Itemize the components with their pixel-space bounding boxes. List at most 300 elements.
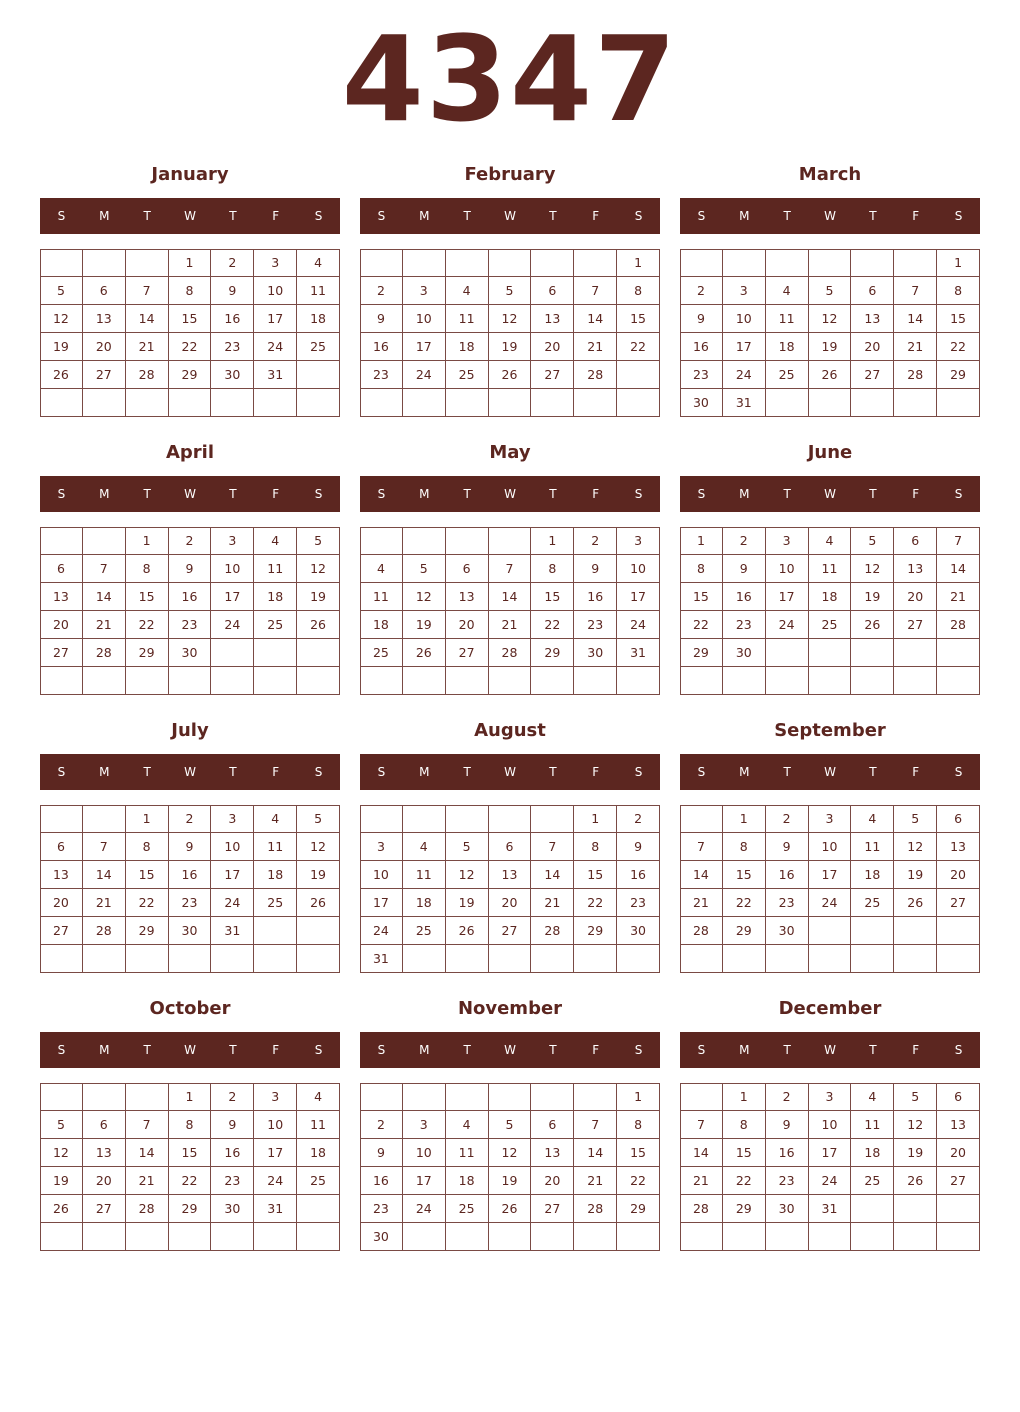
day-cell: 16 (169, 861, 212, 889)
weekday-label: S (634, 765, 643, 779)
empty-cell (403, 249, 446, 277)
day-cell: 11 (360, 583, 403, 611)
weekday-label: T (549, 209, 557, 223)
day-cell: 21 (680, 1167, 723, 1195)
day-cell: 15 (723, 1139, 766, 1167)
empty-cell (937, 667, 980, 695)
day-cell: 18 (297, 305, 340, 333)
day-cell: 7 (680, 833, 723, 861)
day-cell: 20 (489, 889, 532, 917)
day-cell: 3 (403, 277, 446, 305)
day-cell: 22 (531, 611, 574, 639)
empty-cell (360, 667, 403, 695)
day-cell: 27 (40, 917, 83, 945)
day-cell: 15 (169, 305, 212, 333)
empty-cell (403, 805, 446, 833)
empty-cell (489, 527, 532, 555)
day-cell: 29 (126, 639, 169, 667)
weekday-label: F (912, 765, 920, 779)
day-cell: 27 (894, 611, 937, 639)
day-cell: 12 (297, 833, 340, 861)
day-cell: 15 (617, 305, 660, 333)
day-cell: 13 (40, 861, 83, 889)
empty-cell (574, 249, 617, 277)
weekday-label: F (592, 209, 600, 223)
weekday-label: S (314, 487, 323, 501)
day-cell: 27 (489, 917, 532, 945)
day-cell: 27 (937, 889, 980, 917)
day-cell: 3 (211, 805, 254, 833)
empty-cell (403, 527, 446, 555)
day-cell: 30 (169, 917, 212, 945)
weekday-header (40, 1032, 340, 1068)
day-cell: 7 (937, 527, 980, 555)
day-grid (680, 527, 981, 696)
day-cell: 18 (446, 333, 489, 361)
day-cell: 25 (254, 611, 297, 639)
day-cell: 6 (40, 833, 83, 861)
empty-cell (766, 1223, 809, 1251)
day-grid (680, 805, 981, 974)
day-cell: 27 (83, 361, 126, 389)
empty-cell (403, 667, 446, 695)
weekday-label: T (143, 1043, 151, 1057)
day-grid (360, 805, 661, 974)
day-cell: 26 (809, 361, 852, 389)
weekday-header (680, 754, 980, 790)
day-cell: 24 (360, 917, 403, 945)
day-cell: 10 (211, 555, 254, 583)
day-cell: 25 (809, 611, 852, 639)
empty-cell (297, 1195, 340, 1223)
day-cell: 1 (617, 249, 660, 277)
weekday-label: S (377, 1043, 386, 1057)
empty-cell (723, 945, 766, 973)
day-cell: 18 (254, 861, 297, 889)
empty-cell (211, 639, 254, 667)
day-cell: 2 (169, 805, 212, 833)
day-cell: 15 (680, 583, 723, 611)
empty-cell (617, 667, 660, 695)
day-cell: 14 (83, 583, 126, 611)
empty-cell (254, 667, 297, 695)
weekday-label: M (99, 487, 110, 501)
day-cell: 22 (937, 333, 980, 361)
empty-cell (894, 249, 937, 277)
day-cell: 12 (851, 555, 894, 583)
day-cell: 17 (211, 583, 254, 611)
weekday-label: F (592, 1043, 600, 1057)
day-cell: 11 (809, 555, 852, 583)
weekday-label: W (824, 487, 836, 501)
day-cell: 15 (126, 583, 169, 611)
day-cell: 14 (126, 1139, 169, 1167)
empty-cell (297, 361, 340, 389)
day-grid (680, 249, 981, 418)
weekday-label: S (57, 1043, 66, 1057)
empty-cell (574, 667, 617, 695)
day-cell: 23 (574, 611, 617, 639)
day-cell: 21 (574, 333, 617, 361)
empty-cell (446, 1083, 489, 1111)
weekday-label: S (697, 765, 706, 779)
weekday-label: T (783, 765, 791, 779)
day-cell: 5 (894, 805, 937, 833)
day-cell: 18 (766, 333, 809, 361)
day-cell: 16 (211, 305, 254, 333)
empty-cell (83, 667, 126, 695)
day-cell: 3 (254, 249, 297, 277)
day-cell: 3 (766, 527, 809, 555)
day-cell: 14 (83, 861, 126, 889)
day-cell: 9 (766, 833, 809, 861)
empty-cell (809, 667, 852, 695)
empty-cell (83, 1083, 126, 1111)
weekday-header (360, 754, 660, 790)
month-name: May (489, 442, 531, 463)
empty-cell (766, 639, 809, 667)
day-cell: 30 (617, 917, 660, 945)
day-cell: 3 (403, 1111, 446, 1139)
day-cell: 3 (211, 527, 254, 555)
day-cell: 5 (489, 277, 532, 305)
day-cell: 28 (937, 611, 980, 639)
empty-cell (680, 667, 723, 695)
day-cell: 4 (446, 277, 489, 305)
day-cell: 2 (169, 527, 212, 555)
day-cell: 12 (40, 305, 83, 333)
weekday-label: W (184, 487, 196, 501)
day-grid (680, 1083, 981, 1252)
day-cell: 25 (446, 361, 489, 389)
day-cell: 19 (851, 583, 894, 611)
weekday-label: F (912, 1043, 920, 1057)
weekday-label: T (869, 1043, 877, 1057)
day-cell: 17 (809, 861, 852, 889)
weekday-label: F (592, 765, 600, 779)
day-cell: 30 (766, 917, 809, 945)
day-cell: 18 (809, 583, 852, 611)
weekday-label: W (504, 1043, 516, 1057)
day-cell: 21 (574, 1167, 617, 1195)
weekday-label: T (549, 1043, 557, 1057)
day-cell: 27 (531, 361, 574, 389)
day-cell: 15 (574, 861, 617, 889)
day-cell: 31 (254, 1195, 297, 1223)
day-cell: 20 (40, 889, 83, 917)
day-cell: 20 (83, 1167, 126, 1195)
empty-cell (489, 805, 532, 833)
day-cell: 4 (809, 527, 852, 555)
day-cell: 26 (446, 917, 489, 945)
day-cell: 20 (851, 333, 894, 361)
weekday-label: T (549, 487, 557, 501)
empty-cell (40, 805, 83, 833)
day-cell: 27 (851, 361, 894, 389)
weekday-label: F (272, 487, 280, 501)
day-cell: 24 (766, 611, 809, 639)
day-cell: 24 (254, 333, 297, 361)
day-cell: 23 (617, 889, 660, 917)
day-cell: 1 (680, 527, 723, 555)
day-cell: 17 (211, 861, 254, 889)
day-cell: 28 (126, 361, 169, 389)
day-cell: 6 (446, 555, 489, 583)
day-cell: 23 (211, 1167, 254, 1195)
day-cell: 3 (809, 805, 852, 833)
empty-cell (851, 389, 894, 417)
empty-cell (297, 389, 340, 417)
day-cell: 29 (937, 361, 980, 389)
day-cell: 17 (360, 889, 403, 917)
empty-cell (937, 639, 980, 667)
empty-cell (574, 389, 617, 417)
day-cell: 19 (297, 861, 340, 889)
day-cell: 29 (723, 917, 766, 945)
weekday-label: S (634, 209, 643, 223)
day-cell: 6 (894, 527, 937, 555)
empty-cell (360, 805, 403, 833)
day-cell: 14 (489, 583, 532, 611)
empty-cell (169, 667, 212, 695)
day-cell: 5 (446, 833, 489, 861)
empty-cell (809, 1223, 852, 1251)
day-cell: 1 (937, 249, 980, 277)
day-cell: 24 (211, 611, 254, 639)
weekday-label: S (377, 765, 386, 779)
day-cell: 5 (297, 805, 340, 833)
day-cell: 3 (254, 1083, 297, 1111)
day-cell: 30 (723, 639, 766, 667)
weekday-header (40, 476, 340, 512)
weekday-label: S (697, 1043, 706, 1057)
day-cell: 18 (851, 1139, 894, 1167)
day-cell: 4 (254, 527, 297, 555)
day-cell: 8 (126, 833, 169, 861)
empty-cell (446, 667, 489, 695)
month-name: July (171, 720, 209, 741)
day-cell: 10 (403, 305, 446, 333)
empty-cell (126, 1083, 169, 1111)
day-cell: 2 (574, 527, 617, 555)
empty-cell (211, 389, 254, 417)
empty-cell (851, 249, 894, 277)
weekday-label: S (57, 209, 66, 223)
weekday-label: M (739, 1043, 750, 1057)
empty-cell (489, 667, 532, 695)
empty-cell (489, 389, 532, 417)
day-cell: 21 (937, 583, 980, 611)
day-cell: 15 (169, 1139, 212, 1167)
day-cell: 10 (766, 555, 809, 583)
empty-cell (531, 945, 574, 973)
day-cell: 16 (211, 1139, 254, 1167)
day-grid (360, 527, 661, 696)
day-cell: 19 (40, 1167, 83, 1195)
day-cell: 10 (617, 555, 660, 583)
weekday-label: S (954, 1043, 963, 1057)
day-cell: 28 (531, 917, 574, 945)
month-name: November (457, 998, 563, 1019)
empty-cell (83, 805, 126, 833)
day-cell: 18 (297, 1139, 340, 1167)
empty-cell (446, 805, 489, 833)
day-cell: 12 (894, 1111, 937, 1139)
day-cell: 1 (169, 249, 212, 277)
empty-cell (126, 1223, 169, 1251)
day-cell: 1 (126, 805, 169, 833)
day-cell: 17 (254, 305, 297, 333)
day-cell: 21 (83, 611, 126, 639)
day-cell: 13 (446, 583, 489, 611)
weekday-label: T (869, 765, 877, 779)
day-cell: 26 (40, 361, 83, 389)
empty-cell (169, 389, 212, 417)
empty-cell (894, 639, 937, 667)
empty-cell (40, 667, 83, 695)
weekday-label: S (634, 1043, 643, 1057)
day-cell: 4 (446, 1111, 489, 1139)
day-cell: 28 (83, 917, 126, 945)
day-cell: 17 (403, 1167, 446, 1195)
empty-cell (894, 1195, 937, 1223)
day-cell: 1 (723, 1083, 766, 1111)
day-cell: 13 (489, 861, 532, 889)
empty-cell (680, 1223, 723, 1251)
day-cell: 10 (809, 833, 852, 861)
empty-cell (169, 1223, 212, 1251)
day-cell: 4 (297, 249, 340, 277)
empty-cell (297, 1223, 340, 1251)
weekday-label: M (739, 487, 750, 501)
day-cell: 13 (531, 1139, 574, 1167)
day-cell: 17 (617, 583, 660, 611)
day-cell: 30 (211, 361, 254, 389)
day-cell: 13 (937, 1111, 980, 1139)
day-cell: 15 (617, 1139, 660, 1167)
weekday-label: T (229, 1043, 237, 1057)
day-cell: 2 (211, 249, 254, 277)
day-cell: 26 (489, 361, 532, 389)
weekday-label: T (463, 487, 471, 501)
day-cell: 14 (680, 1139, 723, 1167)
day-cell: 2 (680, 277, 723, 305)
empty-cell (894, 945, 937, 973)
day-cell: 29 (531, 639, 574, 667)
empty-cell (403, 1083, 446, 1111)
empty-cell (360, 1083, 403, 1111)
day-cell: 7 (574, 1111, 617, 1139)
day-cell: 21 (126, 333, 169, 361)
weekday-header (40, 198, 340, 234)
day-cell: 30 (360, 1223, 403, 1251)
empty-cell (937, 389, 980, 417)
empty-cell (531, 805, 574, 833)
empty-cell (126, 945, 169, 973)
day-cell: 6 (83, 277, 126, 305)
empty-cell (531, 389, 574, 417)
empty-cell (254, 1223, 297, 1251)
day-grid (40, 805, 341, 974)
day-cell: 24 (809, 889, 852, 917)
day-cell: 3 (360, 833, 403, 861)
day-cell: 27 (531, 1195, 574, 1223)
day-cell: 15 (531, 583, 574, 611)
day-cell: 9 (574, 555, 617, 583)
empty-cell (254, 917, 297, 945)
month-name: June (807, 442, 853, 463)
day-cell: 25 (766, 361, 809, 389)
weekday-label: T (783, 1043, 791, 1057)
empty-cell (40, 1083, 83, 1111)
day-cell: 12 (809, 305, 852, 333)
empty-cell (403, 389, 446, 417)
empty-cell (531, 249, 574, 277)
day-cell: 12 (489, 1139, 532, 1167)
day-cell: 29 (680, 639, 723, 667)
empty-cell (83, 945, 126, 973)
day-grid (40, 527, 341, 696)
empty-cell (446, 389, 489, 417)
day-cell: 21 (531, 889, 574, 917)
day-cell: 19 (809, 333, 852, 361)
day-cell: 11 (254, 555, 297, 583)
day-cell: 10 (723, 305, 766, 333)
day-cell: 26 (851, 611, 894, 639)
day-cell: 11 (254, 833, 297, 861)
day-cell: 14 (937, 555, 980, 583)
weekday-label: M (419, 487, 430, 501)
day-cell: 12 (446, 861, 489, 889)
day-cell: 25 (297, 1167, 340, 1195)
day-cell: 9 (169, 833, 212, 861)
empty-cell (297, 945, 340, 973)
day-cell: 31 (809, 1195, 852, 1223)
day-cell: 11 (851, 1111, 894, 1139)
day-cell: 2 (360, 277, 403, 305)
empty-cell (403, 1223, 446, 1251)
day-cell: 19 (489, 333, 532, 361)
day-cell: 5 (297, 527, 340, 555)
day-cell: 9 (680, 305, 723, 333)
weekday-label: W (184, 1043, 196, 1057)
empty-cell (574, 945, 617, 973)
day-cell: 22 (169, 1167, 212, 1195)
empty-cell (894, 1223, 937, 1251)
empty-cell (809, 639, 852, 667)
day-cell: 5 (40, 1111, 83, 1139)
empty-cell (489, 1223, 532, 1251)
day-cell: 23 (680, 361, 723, 389)
empty-cell (574, 1083, 617, 1111)
day-cell: 9 (766, 1111, 809, 1139)
day-cell: 3 (723, 277, 766, 305)
empty-cell (446, 527, 489, 555)
day-cell: 16 (766, 861, 809, 889)
empty-cell (40, 527, 83, 555)
weekday-label: M (419, 209, 430, 223)
day-cell: 21 (83, 889, 126, 917)
empty-cell (851, 945, 894, 973)
empty-cell (723, 249, 766, 277)
weekday-label: M (419, 765, 430, 779)
weekday-label: W (184, 209, 196, 223)
day-cell: 20 (937, 1139, 980, 1167)
day-cell: 15 (937, 305, 980, 333)
empty-cell (851, 1223, 894, 1251)
empty-cell (297, 667, 340, 695)
empty-cell (574, 1223, 617, 1251)
